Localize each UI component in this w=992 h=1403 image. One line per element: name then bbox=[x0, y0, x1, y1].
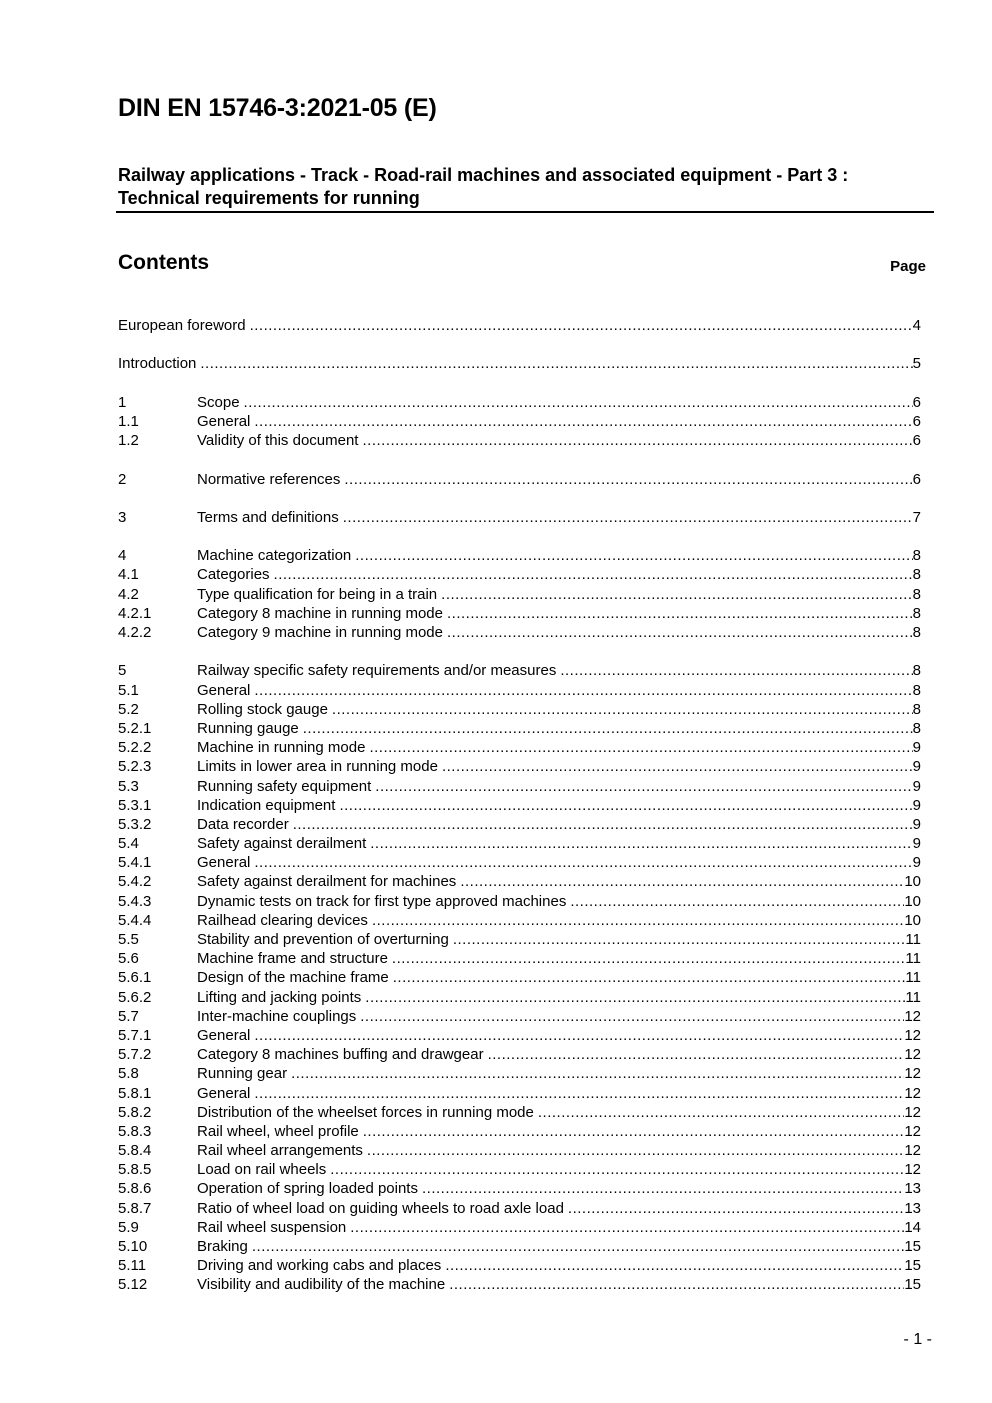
toc-entry-title: Railhead clearing devices bbox=[197, 911, 368, 929]
toc-dot-leader bbox=[372, 911, 904, 930]
toc-entry-page: 15 bbox=[904, 1238, 921, 1255]
toc-dot-leader bbox=[362, 431, 912, 450]
toc-entry-number: 5.8 bbox=[118, 1065, 139, 1083]
contents-heading: Contents bbox=[118, 251, 209, 274]
toc-entry[interactable] bbox=[118, 1084, 921, 1103]
toc-entry-number: 1.1 bbox=[118, 412, 139, 430]
toc-entry-number: 5.8.7 bbox=[118, 1199, 152, 1217]
toc-entry[interactable] bbox=[118, 508, 921, 527]
toc-dot-leader bbox=[367, 1141, 904, 1160]
toc-entry[interactable] bbox=[118, 1007, 921, 1026]
page-number: - 1 - bbox=[903, 1331, 932, 1348]
toc-entry[interactable] bbox=[118, 1122, 921, 1141]
toc-entry-page: 8 bbox=[912, 719, 921, 737]
toc-entry-number: 5.4.3 bbox=[118, 892, 152, 910]
toc-dot-leader bbox=[200, 354, 912, 373]
toc-entry[interactable] bbox=[118, 1064, 921, 1083]
toc-entry-page: 14 bbox=[904, 1218, 921, 1236]
toc-entry-number: 4.2.1 bbox=[118, 604, 152, 622]
toc-entry[interactable] bbox=[118, 1179, 921, 1198]
toc-entry-number: 1.2 bbox=[118, 432, 139, 450]
toc-entry[interactable] bbox=[118, 1275, 921, 1294]
toc-entry-page: 10 bbox=[904, 911, 921, 929]
toc-dot-leader bbox=[244, 393, 913, 412]
toc-dot-leader bbox=[538, 1103, 904, 1122]
toc-entry[interactable] bbox=[118, 796, 921, 815]
document-subtitle: Railway applications - Track - Road-rail machines and associated equipment - Part 3 : Technical requirements for running bbox=[118, 165, 849, 208]
toc-entry[interactable] bbox=[118, 700, 921, 719]
title-rule bbox=[116, 211, 934, 213]
toc-entry-page: 9 bbox=[912, 758, 921, 776]
toc-entry-page: 12 bbox=[904, 1046, 921, 1064]
toc-dot-leader bbox=[560, 661, 912, 680]
toc-entry-title: Machine categorization bbox=[197, 547, 352, 565]
toc-entry-title: General bbox=[197, 681, 251, 699]
toc-entry-number: 5.4.2 bbox=[118, 873, 152, 891]
table-of-contents bbox=[118, 316, 921, 1295]
toc-dot-leader bbox=[447, 604, 913, 623]
toc-entry-title: Limits in lower area in running mode bbox=[197, 758, 438, 776]
toc-entry[interactable] bbox=[118, 1045, 921, 1064]
toc-entry[interactable] bbox=[118, 393, 921, 412]
toc-entry-number: 1 bbox=[118, 393, 127, 411]
toc-entry-page: 15 bbox=[904, 1276, 921, 1294]
toc-dot-leader bbox=[254, 1084, 904, 1103]
toc-entry-title: Operation of spring loaded points bbox=[197, 1180, 418, 1198]
toc-entry-number: 5.2 bbox=[118, 700, 139, 718]
toc-entry-title: Rail wheel arrangements bbox=[197, 1142, 363, 1160]
toc-dot-leader bbox=[422, 1179, 904, 1198]
toc-entry-page: 6 bbox=[912, 470, 921, 488]
toc-dot-leader bbox=[291, 1064, 904, 1083]
toc-entry[interactable] bbox=[118, 623, 921, 642]
toc-entry-number: 4.2.2 bbox=[118, 624, 152, 641]
toc-dot-leader bbox=[447, 623, 913, 642]
toc-dot-leader bbox=[460, 872, 904, 891]
toc-entry-title: Load on rail wheels bbox=[197, 1161, 327, 1179]
toc-entry-title: Rail wheel, wheel profile bbox=[197, 1122, 359, 1140]
toc-entry-page: 4 bbox=[912, 317, 921, 334]
toc-entry-page: 12 bbox=[904, 1122, 921, 1140]
toc-entry[interactable] bbox=[118, 585, 921, 604]
toc-entry[interactable] bbox=[118, 661, 921, 680]
toc-entry[interactable] bbox=[118, 911, 921, 930]
toc-entry-page: 5 bbox=[912, 355, 921, 373]
toc-entry[interactable] bbox=[118, 968, 921, 987]
toc-entry-number: 5.7.1 bbox=[118, 1026, 152, 1044]
toc-entry-title: Safety against derailment for machines bbox=[197, 873, 457, 891]
toc-entry-page: 10 bbox=[904, 873, 921, 891]
toc-entry-page: 8 bbox=[912, 566, 921, 584]
toc-dot-leader bbox=[488, 1045, 905, 1064]
toc-entry-page: 13 bbox=[904, 1180, 921, 1198]
toc-entry-title: Rolling stock gauge bbox=[197, 700, 328, 718]
toc-entry-number: 5.1 bbox=[118, 681, 139, 699]
toc-entry-title: Running gauge bbox=[197, 719, 299, 737]
toc-entry-title: Driving and working cabs and places bbox=[197, 1257, 442, 1275]
toc-dot-leader bbox=[442, 757, 913, 776]
toc-entry-title: Design of the machine frame bbox=[197, 969, 389, 987]
toc-entry[interactable] bbox=[118, 930, 921, 949]
toc-entry-title: Distribution of the wheelset forces in running mode bbox=[197, 1103, 534, 1121]
toc-entry-page: 9 bbox=[912, 777, 921, 795]
toc-entry-title: Lifting and jacking points bbox=[197, 988, 362, 1006]
toc-entry-number: 5.4.1 bbox=[118, 854, 152, 872]
toc-entry-page: 12 bbox=[904, 1103, 921, 1121]
toc-entry[interactable] bbox=[118, 872, 921, 891]
toc-dot-leader bbox=[254, 1026, 904, 1045]
page-column-header: Page bbox=[890, 258, 926, 275]
toc-entry[interactable] bbox=[118, 1103, 921, 1122]
toc-entry-number: 3 bbox=[118, 508, 127, 526]
toc-dot-leader bbox=[339, 796, 912, 815]
toc-entry-page: 6 bbox=[912, 393, 921, 411]
toc-entry-number: 5.3 bbox=[118, 777, 139, 795]
toc-entry[interactable] bbox=[118, 1199, 921, 1218]
toc-entry[interactable] bbox=[118, 1256, 921, 1275]
toc-dot-leader bbox=[445, 1256, 904, 1275]
toc-entry-title: Rail wheel suspension bbox=[197, 1218, 347, 1236]
toc-entry[interactable] bbox=[118, 681, 921, 700]
toc-entry-title: Terms and definitions bbox=[197, 508, 339, 526]
toc-entry-number: 5.7.2 bbox=[118, 1046, 152, 1064]
toc-entry-number: 4 bbox=[118, 547, 127, 565]
toc-entry[interactable] bbox=[118, 604, 921, 623]
toc-entry[interactable] bbox=[118, 738, 921, 757]
toc-entry-page: 8 bbox=[912, 604, 921, 622]
toc-entry-page: 8 bbox=[912, 624, 921, 641]
toc-entry-page: 12 bbox=[904, 1007, 921, 1025]
toc-entry-page: 12 bbox=[904, 1084, 921, 1102]
toc-dot-leader bbox=[252, 1237, 904, 1256]
toc-dot-leader bbox=[344, 470, 912, 489]
toc-entry-title: Inter-machine couplings bbox=[197, 1007, 357, 1025]
toc-entry-page: 8 bbox=[912, 662, 921, 680]
toc-dot-leader bbox=[393, 968, 906, 987]
toc-entry-number: 5.8.2 bbox=[118, 1103, 152, 1121]
toc-dot-leader bbox=[360, 1007, 904, 1026]
toc-entry-page: 10 bbox=[904, 892, 921, 910]
toc-dot-leader bbox=[254, 681, 912, 700]
toc-dot-leader bbox=[370, 834, 912, 853]
toc-entry[interactable] bbox=[118, 815, 921, 834]
toc-entry-number: 5.4 bbox=[118, 835, 139, 853]
toc-entry-number: 5.6.1 bbox=[118, 969, 152, 987]
toc-entry[interactable] bbox=[118, 565, 921, 584]
toc-entry-title: Categories bbox=[197, 566, 270, 584]
toc-entry-number: 5.6 bbox=[118, 950, 139, 968]
toc-entry[interactable] bbox=[118, 834, 921, 853]
toc-entry-page: 12 bbox=[904, 1065, 921, 1083]
toc-entry[interactable] bbox=[118, 431, 921, 450]
toc-entry-number: 4.1 bbox=[118, 566, 139, 584]
toc-entry-page: 9 bbox=[912, 815, 921, 833]
toc-entry[interactable] bbox=[118, 1026, 921, 1045]
toc-dot-leader bbox=[392, 949, 906, 968]
toc-dot-leader bbox=[254, 412, 912, 431]
toc-entry[interactable] bbox=[118, 1218, 921, 1237]
toc-entry-title: Normative references bbox=[197, 470, 341, 488]
toc-entry-page: 11 bbox=[905, 950, 921, 968]
toc-entry-number: 5.8.1 bbox=[118, 1084, 152, 1102]
toc-entry-page: 8 bbox=[912, 547, 921, 565]
toc-entry-page: 12 bbox=[904, 1026, 921, 1044]
toc-entry-page: 9 bbox=[912, 854, 921, 872]
toc-entry-page: 12 bbox=[904, 1142, 921, 1160]
toc-entry-title: Stability and prevention of overturning bbox=[197, 931, 449, 948]
toc-entry-number: 5.3.1 bbox=[118, 796, 152, 814]
toc-entry[interactable] bbox=[118, 892, 921, 911]
toc-entry-page: 7 bbox=[912, 508, 921, 526]
toc-dot-leader bbox=[568, 1199, 904, 1218]
toc-entry-number: 5.8.5 bbox=[118, 1161, 152, 1179]
toc-entry-page: 13 bbox=[904, 1199, 921, 1217]
toc-entry-title: Machine in running mode bbox=[197, 739, 366, 757]
toc-entry-number: 5.2.2 bbox=[118, 739, 152, 757]
toc-dot-leader bbox=[570, 892, 904, 911]
toc-entry-number: 5.8.4 bbox=[118, 1142, 152, 1160]
toc-entry-title: Category 8 machines buffing and drawgear bbox=[197, 1046, 484, 1064]
toc-dot-leader bbox=[365, 988, 905, 1007]
toc-entry-title: European foreword bbox=[118, 317, 246, 334]
toc-entry-number: 5.8.3 bbox=[118, 1122, 152, 1140]
toc-entry-page: 6 bbox=[912, 412, 921, 430]
toc-entry-title: Running gear bbox=[197, 1065, 288, 1083]
toc-entry[interactable] bbox=[118, 470, 921, 489]
toc-dot-leader bbox=[303, 719, 913, 738]
toc-dot-leader bbox=[293, 815, 913, 834]
toc-entry[interactable] bbox=[118, 1141, 921, 1160]
toc-dot-leader bbox=[369, 738, 912, 757]
toc-entry-number: 5.6.2 bbox=[118, 988, 152, 1006]
toc-entry-page: 9 bbox=[912, 796, 921, 814]
toc-entry-number: 5.2.1 bbox=[118, 719, 152, 737]
toc-dot-leader bbox=[449, 1275, 904, 1294]
toc-entry[interactable] bbox=[118, 719, 921, 738]
toc-dot-leader bbox=[254, 853, 912, 872]
toc-dot-leader bbox=[355, 546, 912, 565]
toc-entry-number: 5.11 bbox=[118, 1257, 147, 1275]
toc-entry-title: Machine frame and structure bbox=[197, 950, 388, 968]
toc-dot-leader bbox=[250, 316, 913, 335]
toc-dot-leader bbox=[330, 1160, 904, 1179]
toc-entry[interactable] bbox=[118, 546, 921, 565]
toc-entry-page: 6 bbox=[912, 432, 921, 450]
toc-entry[interactable] bbox=[118, 354, 921, 373]
toc-entry-title: General bbox=[197, 412, 251, 430]
toc-entry[interactable] bbox=[118, 853, 921, 872]
toc-entry-page: 9 bbox=[912, 835, 921, 853]
toc-entry-page: 9 bbox=[912, 739, 921, 757]
toc-entry-number: 5.2.3 bbox=[118, 758, 152, 776]
toc-entry-number: 5.8.6 bbox=[118, 1180, 152, 1198]
toc-entry-number: 5.4.4 bbox=[118, 911, 152, 929]
toc-entry[interactable] bbox=[118, 316, 921, 335]
toc-entry-title: Validity of this document bbox=[197, 432, 359, 450]
toc-entry[interactable] bbox=[118, 1160, 921, 1179]
toc-entry-title: Type qualification for being in a train bbox=[197, 585, 438, 603]
toc-entry-page: 11 bbox=[905, 988, 921, 1006]
toc-entry-title: Ratio of wheel load on guiding wheels to road axle load bbox=[197, 1199, 564, 1217]
toc-entry-page: 8 bbox=[912, 700, 921, 718]
toc-entry-page: 8 bbox=[912, 681, 921, 699]
toc-entry-page: 15 bbox=[904, 1257, 921, 1275]
toc-entry[interactable] bbox=[118, 988, 921, 1007]
toc-dot-leader bbox=[375, 777, 912, 796]
toc-entry-title: Indication equipment bbox=[197, 796, 336, 814]
toc-dot-leader bbox=[343, 508, 913, 527]
toc-entry-number: 2 bbox=[118, 470, 127, 488]
toc-entry-page: 11 bbox=[905, 969, 921, 987]
toc-dot-leader bbox=[350, 1218, 904, 1237]
toc-entry[interactable] bbox=[118, 777, 921, 796]
toc-entry[interactable] bbox=[118, 1237, 921, 1256]
toc-entry-title: Category 9 machine in running mode bbox=[197, 624, 443, 641]
toc-entry-number: 5.5 bbox=[118, 931, 139, 948]
toc-entry-number: 5.7 bbox=[118, 1007, 139, 1025]
toc-entry-title: Scope bbox=[197, 393, 240, 411]
toc-entry-number: 4.2 bbox=[118, 585, 139, 603]
toc-entry-title: Category 8 machine in running mode bbox=[197, 604, 443, 622]
toc-entry-title: Data recorder bbox=[197, 815, 289, 833]
toc-entry-title: General bbox=[197, 1026, 251, 1044]
toc-entry[interactable] bbox=[118, 949, 921, 968]
toc-entry[interactable] bbox=[118, 412, 921, 431]
toc-entry-title: Railway specific safety requirements and/or measures bbox=[197, 662, 557, 680]
toc-dot-leader bbox=[332, 700, 913, 719]
toc-entry-page: 12 bbox=[904, 1161, 921, 1179]
toc-entry-title: General bbox=[197, 1084, 251, 1102]
toc-entry-number: 5 bbox=[118, 662, 127, 680]
toc-entry-number: 5.10 bbox=[118, 1238, 148, 1255]
toc-entry-page: 11 bbox=[905, 931, 921, 948]
toc-entry-title: Visibility and audibility of the machine bbox=[197, 1276, 446, 1294]
toc-entry-title: Dynamic tests on track for first type approved machines bbox=[197, 892, 567, 910]
toc-dot-leader bbox=[441, 585, 913, 604]
toc-entry-number: 5.9 bbox=[118, 1218, 139, 1236]
toc-entry-page: 8 bbox=[912, 585, 921, 603]
toc-entry-number: 5.3.2 bbox=[118, 815, 152, 833]
toc-entry[interactable] bbox=[118, 757, 921, 776]
toc-entry-title: Braking bbox=[197, 1238, 248, 1255]
toc-dot-leader bbox=[453, 930, 906, 949]
toc-entry-number: 5.12 bbox=[118, 1276, 148, 1294]
toc-entry-title: Running safety equipment bbox=[197, 777, 372, 795]
document-id: DIN EN 15746-3:2021-05 (E) bbox=[118, 94, 437, 122]
toc-dot-leader bbox=[274, 565, 913, 584]
toc-entry-title: General bbox=[197, 854, 251, 872]
toc-dot-leader bbox=[363, 1122, 905, 1141]
toc-entry-title: Introduction bbox=[118, 355, 197, 373]
toc-entry-title: Safety against derailment bbox=[197, 835, 367, 853]
